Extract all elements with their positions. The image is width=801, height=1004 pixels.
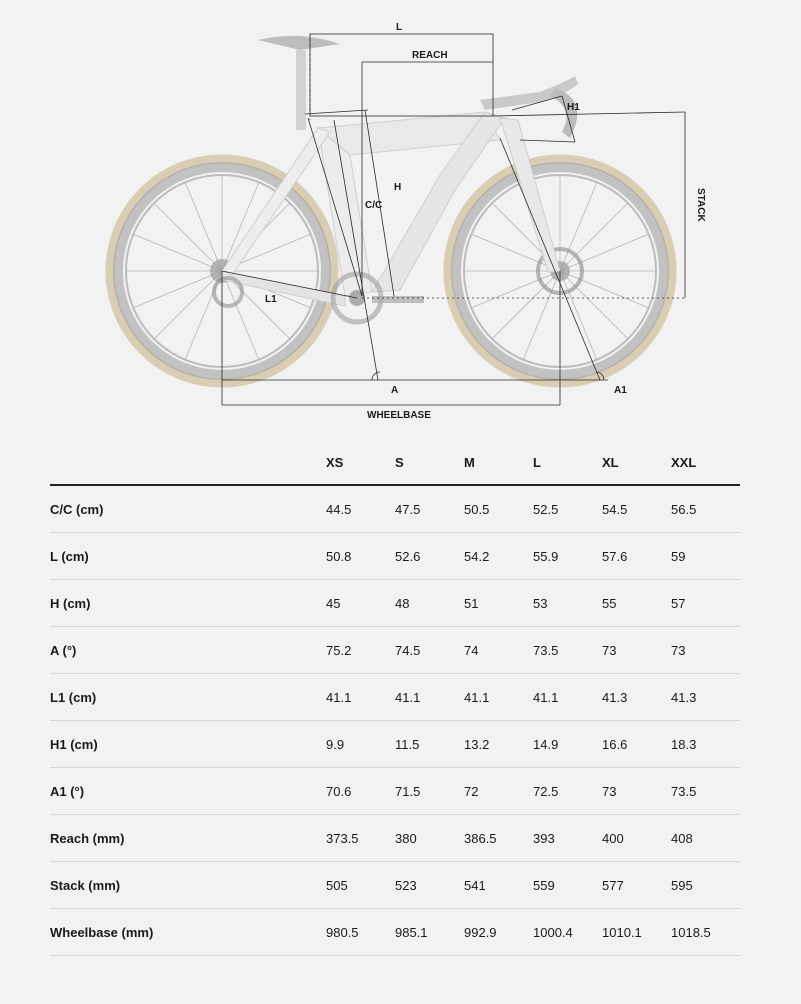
- table-row: [50, 815, 740, 862]
- table-cell: 44.5: [326, 485, 395, 533]
- table-cell: 41.3: [602, 674, 671, 721]
- table-row: [50, 485, 740, 533]
- header-size-xs: XS: [326, 440, 395, 485]
- table-cell: 70.6: [326, 768, 395, 815]
- table-row: [50, 580, 740, 627]
- label-a1: A1: [614, 385, 627, 396]
- table-cell: 71.5: [395, 768, 464, 815]
- label-l1: L1: [265, 294, 277, 305]
- table-cell: 75.2: [326, 627, 395, 674]
- geometry-table-container: [50, 440, 740, 956]
- row-label: H1 (cm): [50, 721, 326, 768]
- table-cell: 50.8: [326, 533, 395, 580]
- table-row: [50, 768, 740, 815]
- row-label: A1 (°): [50, 768, 326, 815]
- table-cell: 41.1: [533, 674, 602, 721]
- label-wheelbase: WHEELBASE: [367, 410, 431, 421]
- label-a: A: [391, 385, 399, 396]
- row-label: H (cm): [50, 580, 326, 627]
- table-cell: 73: [602, 627, 671, 674]
- table-cell: 74.5: [395, 627, 464, 674]
- table-row: [50, 533, 740, 580]
- table-cell: 505: [326, 862, 395, 909]
- header-size-xxl: XXL: [671, 440, 740, 485]
- table-header: [50, 440, 740, 485]
- table-cell: 74: [464, 627, 533, 674]
- table-body: [50, 485, 740, 956]
- table-cell: 9.9: [326, 721, 395, 768]
- table-cell: 55.9: [533, 533, 602, 580]
- table-cell: 56.5: [671, 485, 740, 533]
- table-cell: 1000.4: [533, 909, 602, 956]
- table-cell: 595: [671, 862, 740, 909]
- table-cell: 985.1: [395, 909, 464, 956]
- table-cell: 386.5: [464, 815, 533, 862]
- table-cell: 73: [602, 768, 671, 815]
- table-cell: 373.5: [326, 815, 395, 862]
- table-cell: 980.5: [326, 909, 395, 956]
- table-cell: 57.6: [602, 533, 671, 580]
- table-cell: 52.5: [533, 485, 602, 533]
- row-label: C/C (cm): [50, 485, 326, 533]
- table-cell: 50.5: [464, 485, 533, 533]
- table-cell: 16.6: [602, 721, 671, 768]
- label-h1: H1: [567, 102, 580, 113]
- header-size-xl: XL: [602, 440, 671, 485]
- table-cell: 400: [602, 815, 671, 862]
- bike-geometry-svg: [0, 0, 801, 430]
- table-cell: 41.1: [464, 674, 533, 721]
- table-cell: 1018.5: [671, 909, 740, 956]
- table-cell: 51: [464, 580, 533, 627]
- row-label: Stack (mm): [50, 862, 326, 909]
- table-cell: 73: [671, 627, 740, 674]
- table-cell: 1010.1: [602, 909, 671, 956]
- geometry-diagram: [0, 0, 801, 430]
- header-size-m: M: [464, 440, 533, 485]
- label-cc: C/C: [365, 200, 383, 211]
- table-cell: 18.3: [671, 721, 740, 768]
- table-cell: 54.5: [602, 485, 671, 533]
- table-row: [50, 674, 740, 721]
- row-label: L (cm): [50, 533, 326, 580]
- table-cell: 992.9: [464, 909, 533, 956]
- label-reach: REACH: [412, 50, 448, 61]
- row-label: L1 (cm): [50, 674, 326, 721]
- row-label: A (°): [50, 627, 326, 674]
- row-label: Wheelbase (mm): [50, 909, 326, 956]
- table-cell: 14.9: [533, 721, 602, 768]
- table-cell: 408: [671, 815, 740, 862]
- table-cell: 523: [395, 862, 464, 909]
- header-size-s: S: [395, 440, 464, 485]
- table-row: [50, 909, 740, 956]
- table-cell: 380: [395, 815, 464, 862]
- table-cell: 41.3: [671, 674, 740, 721]
- table-cell: 48: [395, 580, 464, 627]
- table-cell: 559: [533, 862, 602, 909]
- table-cell: 72.5: [533, 768, 602, 815]
- header-size-l: L: [533, 440, 602, 485]
- table-cell: 577: [602, 862, 671, 909]
- geometry-table: [50, 440, 740, 956]
- table-row: [50, 721, 740, 768]
- label-l: L: [396, 22, 403, 33]
- table-cell: 73.5: [671, 768, 740, 815]
- table-cell: 393: [533, 815, 602, 862]
- table-cell: 13.2: [464, 721, 533, 768]
- label-stack: STACK: [695, 188, 706, 222]
- header-row: [50, 440, 740, 485]
- table-cell: 57: [671, 580, 740, 627]
- table-cell: 55: [602, 580, 671, 627]
- row-label: Reach (mm): [50, 815, 326, 862]
- table-cell: 53: [533, 580, 602, 627]
- table-cell: 52.6: [395, 533, 464, 580]
- label-h: H: [394, 182, 402, 193]
- table-cell: 54.2: [464, 533, 533, 580]
- table-cell: 47.5: [395, 485, 464, 533]
- table-cell: 541: [464, 862, 533, 909]
- table-cell: 41.1: [326, 674, 395, 721]
- table-cell: 59: [671, 533, 740, 580]
- table-cell: 45: [326, 580, 395, 627]
- header-corner: [50, 440, 326, 485]
- table-cell: 11.5: [395, 721, 464, 768]
- table-cell: 41.1: [395, 674, 464, 721]
- table-cell: 72: [464, 768, 533, 815]
- table-row: [50, 627, 740, 674]
- table-row: [50, 862, 740, 909]
- table-cell: 73.5: [533, 627, 602, 674]
